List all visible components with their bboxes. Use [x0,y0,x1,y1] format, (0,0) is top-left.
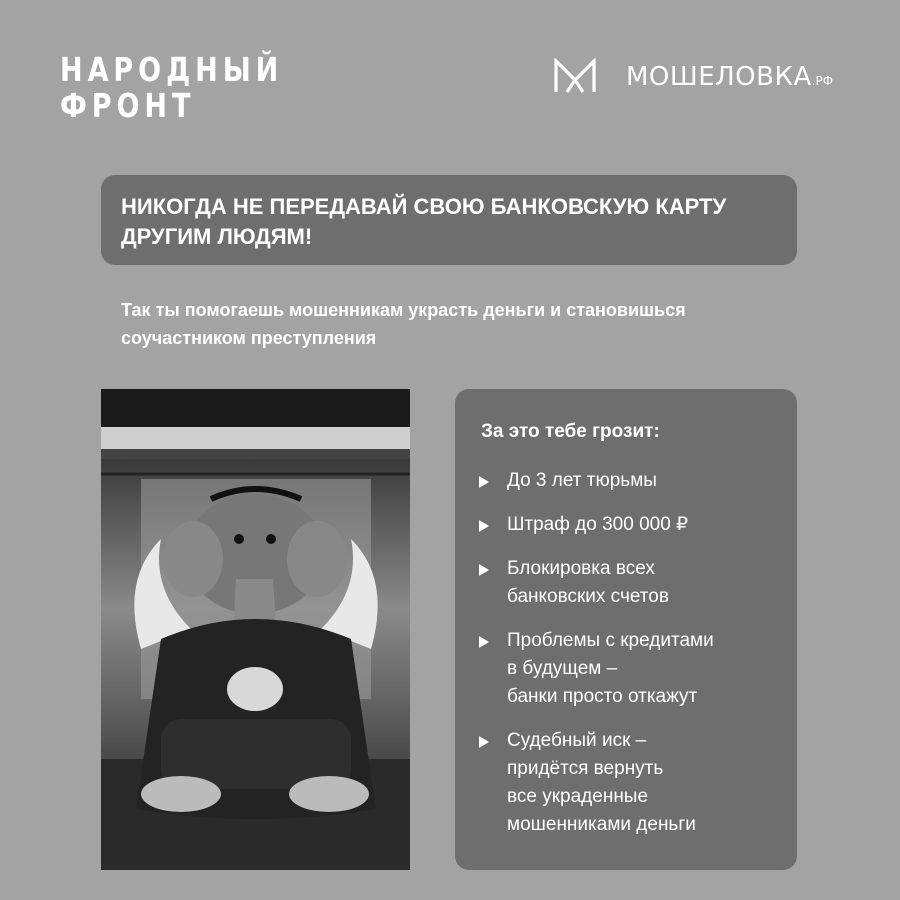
triangle-bullet-icon [479,736,489,748]
triangle-bullet-icon [479,476,489,488]
consequences-panel [455,389,797,870]
headline-text: НИКОГДА НЕ ПЕРЕДАВАЙ СВОЮ БАНКОВСКУЮ КАРТУ ДРУГИМ ЛЮДЯМ! [121,194,727,249]
m-monogram-icon [553,58,597,94]
list-item-text: До 3 лет тюрьмы [507,470,657,491]
mammoth-in-hoodie-illustration [101,389,410,870]
list-item-text: Проблемы с кредитами в будущем – банки просто откажут [507,630,714,707]
list-item [479,511,789,539]
moshelovka-logo-text [626,62,833,92]
moshelovka-name: МОШЕЛОВКА [626,62,812,92]
logo-line-1: НАРОДНЫЙ [60,50,284,89]
triangle-bullet-icon [479,564,489,576]
logo-line-2: ФРОНТ [60,86,196,125]
consequences-list [479,467,789,855]
list-item [479,467,789,495]
list-item-text: Судебный иск – придётся вернуть все украденные мошенниками деньги [507,730,696,835]
list-item [479,627,789,711]
triangle-bullet-icon [479,520,489,532]
list-item-text: Блокировка всех банковских счетов [507,558,669,607]
list-item [479,555,789,611]
triangle-bullet-icon [479,636,489,648]
headline-banner [101,175,797,265]
moshelovka-suffix: .РФ [811,74,834,88]
mammoth-illustration [101,389,410,870]
narodny-front-logo [60,52,283,124]
subtitle-text: Так ты помогаешь мошенникам украсть деньги и становишься соучастником преступления [121,300,686,348]
list-item [479,727,789,839]
list-item-text: Штраф до 300 000 ₽ [507,514,689,535]
consequences-heading: За это тебе грозит: [481,421,660,442]
